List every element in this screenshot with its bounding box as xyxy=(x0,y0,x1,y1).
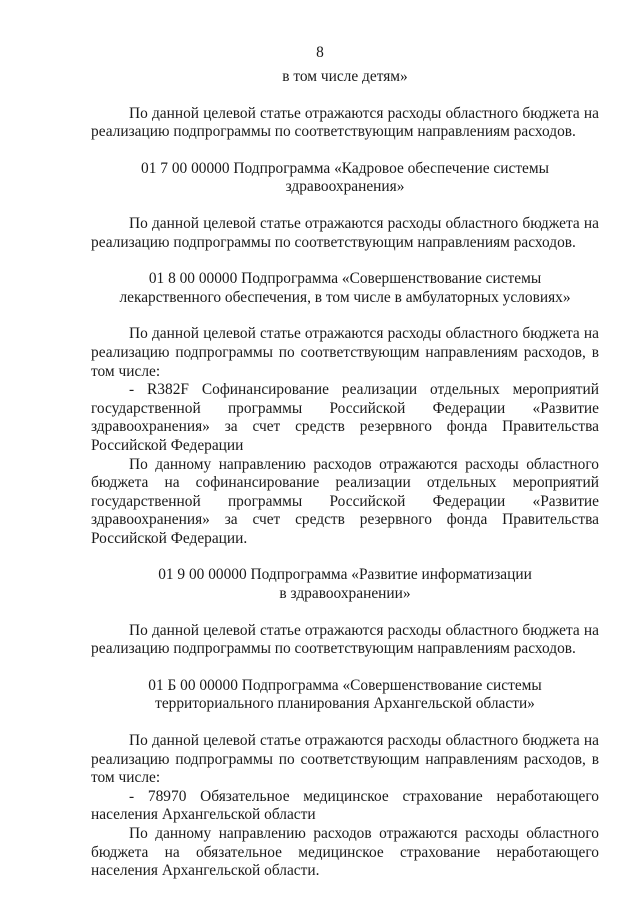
paragraph: По данному направлению расходов отражаются расходы областного бюджета на обязательное медицинское страхование неработающего населения Архангельской области. xyxy=(91,825,599,880)
section-heading xyxy=(91,160,599,197)
heading-line: 01 8 00 00000 Подпрограмма «Совершенствование системы xyxy=(148,270,542,288)
document-body xyxy=(91,68,599,881)
paragraph: По данной целевой статье отражаются расходы областного бюджета на реализацию подпрограммы по соответствующим направлениям расходов, в том числе: xyxy=(91,732,599,787)
list-item: - R382F Софинансирование реализации отдельных мероприятий государственной программы Российской Федерации «Развитие здравоохранения» за счет средств резервного фонда Правительства Российской Федерации xyxy=(91,381,599,454)
heading-line: в здравоохранении» xyxy=(279,585,411,603)
heading-line: здравоохранения» xyxy=(285,178,405,196)
heading-line: 01 Б 00 00000 Подпрограмма «Совершенствование системы xyxy=(148,676,542,694)
page-number: 8 xyxy=(316,44,324,61)
heading-line: 01 7 00 00000 Подпрограмма «Кадровое обеспечение системы xyxy=(141,159,549,177)
top-fragment: в том числе детям» xyxy=(282,68,408,85)
heading-line: 01 9 00 00000 Подпрограмма «Развитие информатизации xyxy=(158,566,532,584)
section-heading xyxy=(91,270,599,307)
paragraph: По данной целевой статье отражаются расходы областного бюджета на реализацию подпрограммы по соответствующим направлениям расходов. xyxy=(91,104,599,141)
paragraph: По данной целевой статье отражаются расходы областного бюджета на реализацию подпрограммы по соответствующим направлениям расходов. xyxy=(91,214,599,251)
section-heading xyxy=(91,566,599,603)
paragraph: По данному направлению расходов отражаются расходы областного бюджета на софинансирование реализации отдельных мероприятий государственной программы Российской Федерации «Развитие здравоохранения» за счет средств резервного фонда Правительства Российской Федерации. xyxy=(91,455,599,547)
section-heading xyxy=(91,677,599,714)
list-item: - 78970 Обязательное медицинское страхование неработающего населения Архангельской области xyxy=(91,787,599,824)
paragraph: По данной целевой статье отражаются расходы областного бюджета на реализацию подпрограммы по соответствующим направлениям расходов. xyxy=(91,621,599,658)
paragraph: По данной целевой статье отражаются расходы областного бюджета на реализацию подпрограммы по соответствующим направлениям расходов, в том числе: xyxy=(91,325,599,380)
heading-line: территориального планирования Архангельской области» xyxy=(155,695,535,713)
heading-line: лекарственного обеспечения, в том числе в амбулаторных условиях» xyxy=(119,288,571,306)
